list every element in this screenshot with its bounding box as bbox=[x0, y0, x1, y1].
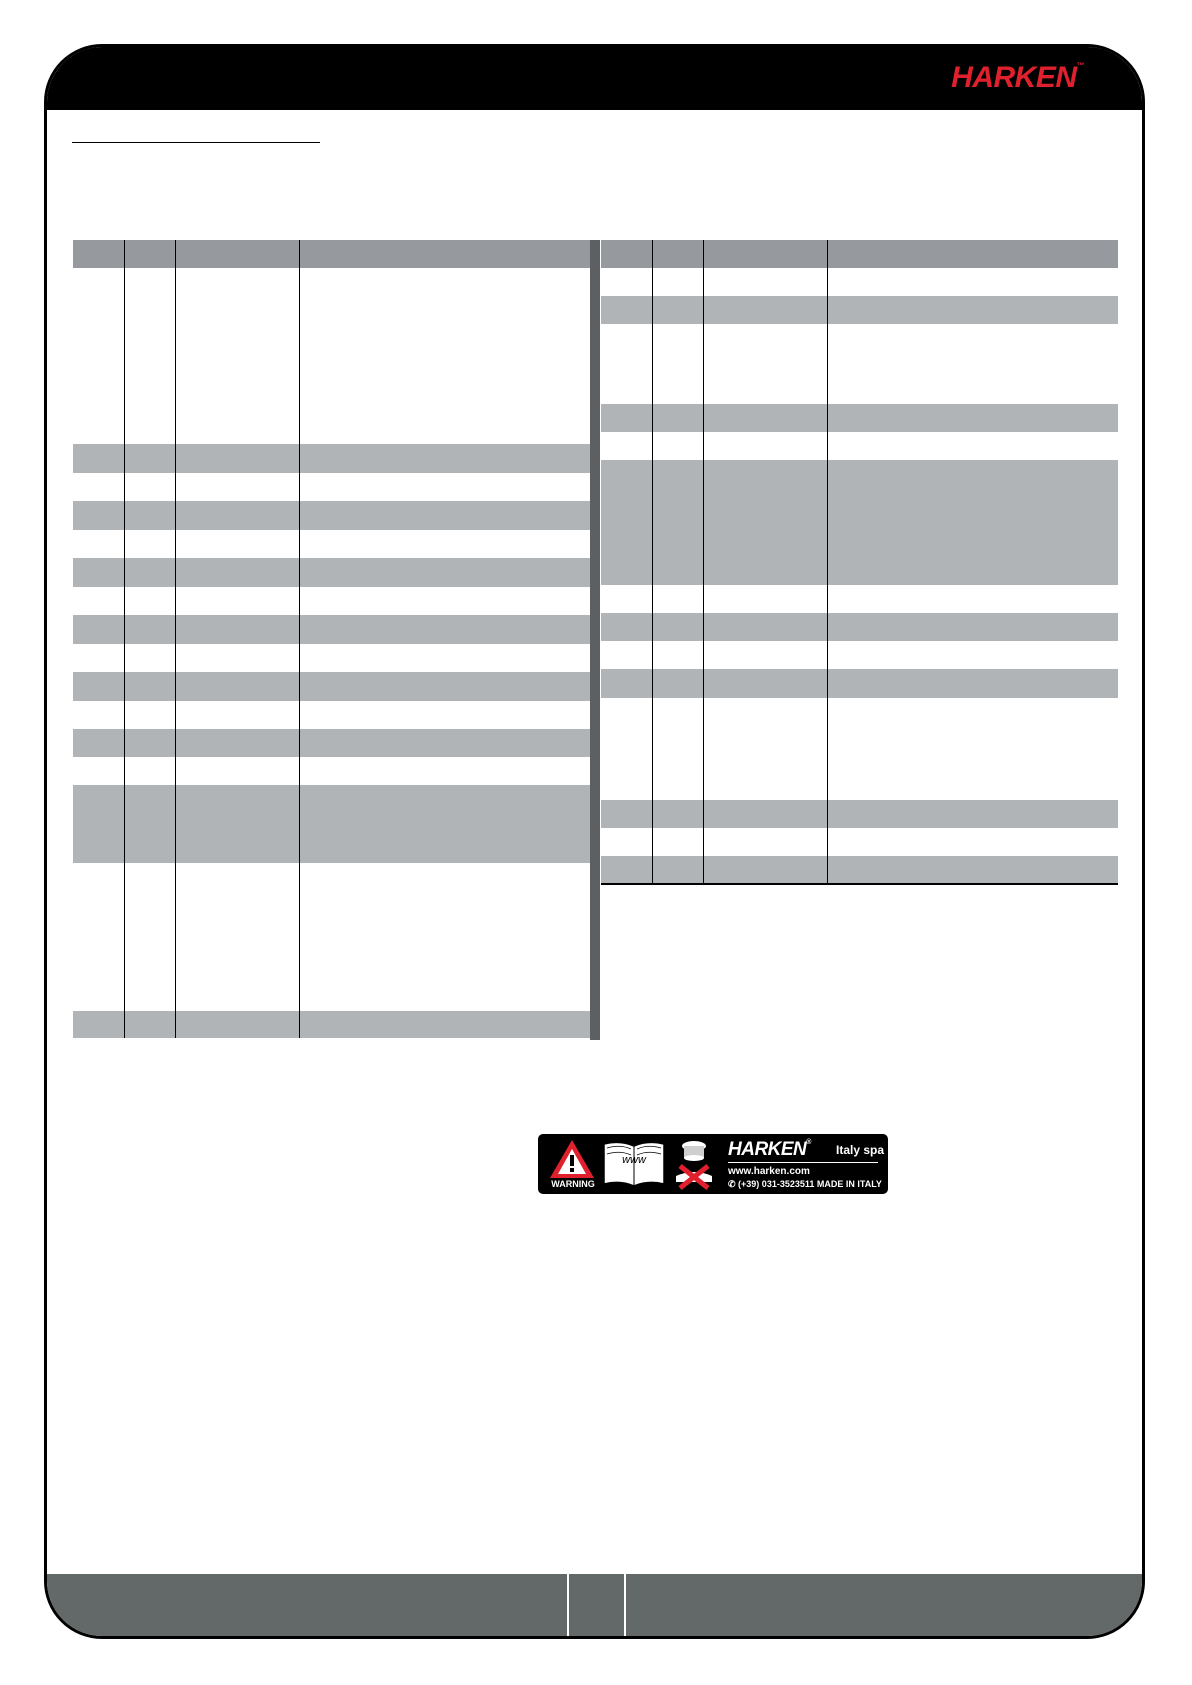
table-row bbox=[601, 460, 1118, 585]
phone-line bbox=[728, 1179, 882, 1190]
title-underline bbox=[72, 142, 320, 143]
table-row bbox=[73, 558, 590, 587]
table-row bbox=[601, 641, 1118, 669]
table-row bbox=[601, 324, 1118, 404]
page-number-box bbox=[567, 1574, 626, 1636]
table-row bbox=[73, 615, 590, 644]
table-row bbox=[73, 644, 590, 672]
warning-text: WARNING bbox=[551, 1179, 595, 1189]
table-row bbox=[73, 444, 590, 473]
product-label bbox=[538, 1134, 888, 1194]
table-row bbox=[601, 856, 1118, 884]
parts-table-right bbox=[601, 240, 1118, 885]
website-text: www.harken.com bbox=[728, 1166, 810, 1177]
table-row bbox=[73, 268, 590, 444]
table-row bbox=[601, 585, 1118, 613]
table-row bbox=[601, 613, 1118, 641]
table-row bbox=[601, 828, 1118, 856]
table-row bbox=[73, 1011, 590, 1038]
table-row bbox=[601, 698, 1118, 800]
label-brand: HARKEN® bbox=[728, 1139, 811, 1160]
table-row bbox=[601, 404, 1118, 432]
table-row bbox=[73, 501, 590, 530]
table-row bbox=[73, 863, 590, 1011]
table-row bbox=[601, 669, 1118, 698]
table-row bbox=[73, 757, 590, 785]
table-row bbox=[73, 530, 590, 558]
company-name: Italy spa bbox=[836, 1143, 885, 1157]
table-header-row bbox=[73, 240, 590, 268]
column-divider bbox=[590, 240, 600, 1040]
header-bar bbox=[47, 47, 1142, 110]
phone-icon: ✆ bbox=[728, 1179, 739, 1189]
table-row bbox=[73, 785, 590, 863]
manual-url-text: www bbox=[622, 1154, 646, 1166]
footer-bar bbox=[47, 1574, 1142, 1636]
table-row bbox=[73, 473, 590, 501]
table-row bbox=[73, 672, 590, 701]
warning-triangle-icon bbox=[548, 1138, 596, 1180]
table-row bbox=[601, 432, 1118, 460]
table-header-row bbox=[601, 240, 1118, 268]
table-row bbox=[601, 268, 1118, 296]
label-divider bbox=[728, 1162, 878, 1163]
parts-table-left bbox=[73, 240, 590, 1038]
no-lubricant-icon bbox=[672, 1138, 716, 1190]
table-row bbox=[601, 296, 1118, 324]
table-row bbox=[73, 587, 590, 615]
table-row bbox=[73, 701, 590, 729]
table-row bbox=[601, 800, 1118, 828]
table-row bbox=[73, 729, 590, 757]
brand-logo: HARKEN™ bbox=[951, 61, 1084, 94]
phone-text: (+39) 031-3523511 MADE IN ITALY bbox=[738, 1179, 882, 1189]
